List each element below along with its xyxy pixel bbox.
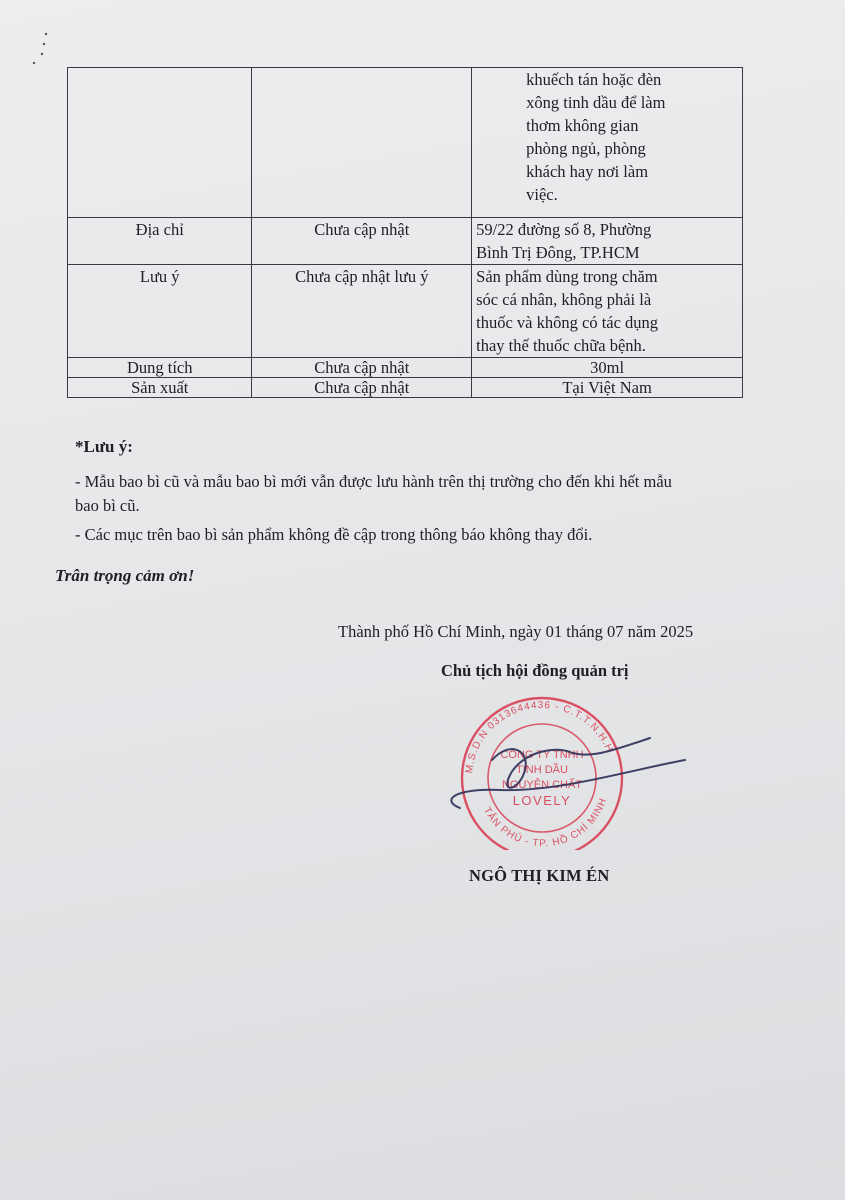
cell-line: phòng ngủ, phòng	[526, 139, 646, 158]
old-value: Chưa cập nhật	[252, 358, 472, 378]
cell-line: sóc cá nhân, không phải là	[476, 290, 652, 309]
row-label: Sản xuất	[68, 378, 252, 398]
row-label: Địa chỉ	[68, 218, 252, 265]
note-line-2: - Các mục trên bao bì sản phẩm không đề cập trong thông báo không thay đổi.	[75, 525, 593, 544]
cell-line: Bình Trị Đông, TP.HCM	[476, 243, 640, 262]
svg-text:M.S.D.N 0313644436 - C.T.T.N.H: M.S.D.N 0313644436 - C.T.T.N.H.H	[464, 699, 615, 775]
table-cell	[252, 68, 472, 218]
svg-text:LOVELY: LOVELY	[512, 793, 572, 808]
paper-marks	[28, 30, 58, 70]
table-row	[68, 358, 743, 378]
cell-line: việc.	[526, 185, 558, 204]
table-cell	[472, 68, 743, 218]
cell-line: xông tinh dầu để làm	[526, 93, 666, 112]
cell-line: 59/22 đường số 8, Phường	[476, 220, 652, 239]
old-value: Chưa cập nhật lưu ý	[252, 265, 472, 358]
closing-thanks: Trân trọng cảm ơn!	[55, 566, 195, 585]
table-cell	[68, 68, 252, 218]
signer-title: Chủ tịch hội đồng quản trị	[441, 661, 629, 680]
svg-text:TÂN PHÚ - TP. HỒ CHÍ MINH: TÂN PHÚ - TP. HỒ CHÍ MINH	[480, 796, 610, 850]
cell-line: thay thế thuốc chữa bệnh.	[476, 336, 646, 355]
company-seal-and-signature	[420, 690, 700, 850]
row-label: Dung tích	[68, 358, 252, 378]
new-value: 30ml	[472, 358, 743, 378]
svg-text:TINH DẦU: TINH DẦU	[516, 764, 568, 776]
old-value: Chưa cập nhật	[252, 218, 472, 265]
note-line-1-cont: bao bì cũ.	[75, 496, 140, 515]
old-value: Chưa cập nhật	[252, 378, 472, 398]
row-label: Lưu ý	[68, 265, 252, 358]
note-line-1: - Mẫu bao bì cũ và mẫu bao bì mới vẫn được lưu hành trên thị trường cho đến khi hết mẫu	[75, 472, 672, 491]
table-row	[68, 265, 743, 358]
table-row	[68, 378, 743, 398]
new-value: Tại Việt Nam	[472, 378, 743, 398]
product-spec-table	[67, 67, 743, 398]
cell-line: thơm không gian	[526, 116, 639, 135]
new-value	[472, 218, 743, 265]
svg-text:CÔNG TY TNHH: CÔNG TY TNHH	[500, 749, 584, 761]
svg-text:NGUYÊN CHẤT: NGUYÊN CHẤT	[501, 779, 583, 791]
cell-line: Sản phẩm dùng trong chăm	[476, 267, 658, 286]
date-line: Thành phố Hồ Chí Minh, ngày 01 tháng 07 năm 2025	[338, 622, 694, 641]
cell-line: thuốc và không có tác dụng	[476, 313, 659, 332]
cell-line: khuếch tán hoặc đèn	[526, 70, 662, 89]
table-row	[68, 68, 743, 218]
new-value	[472, 265, 743, 358]
signer-name: NGÔ THỊ KIM ÉN	[469, 866, 610, 885]
cell-line: khách hay nơi làm	[526, 162, 649, 181]
table-row	[68, 218, 743, 265]
notes-heading: *Lưu ý:	[75, 437, 133, 456]
